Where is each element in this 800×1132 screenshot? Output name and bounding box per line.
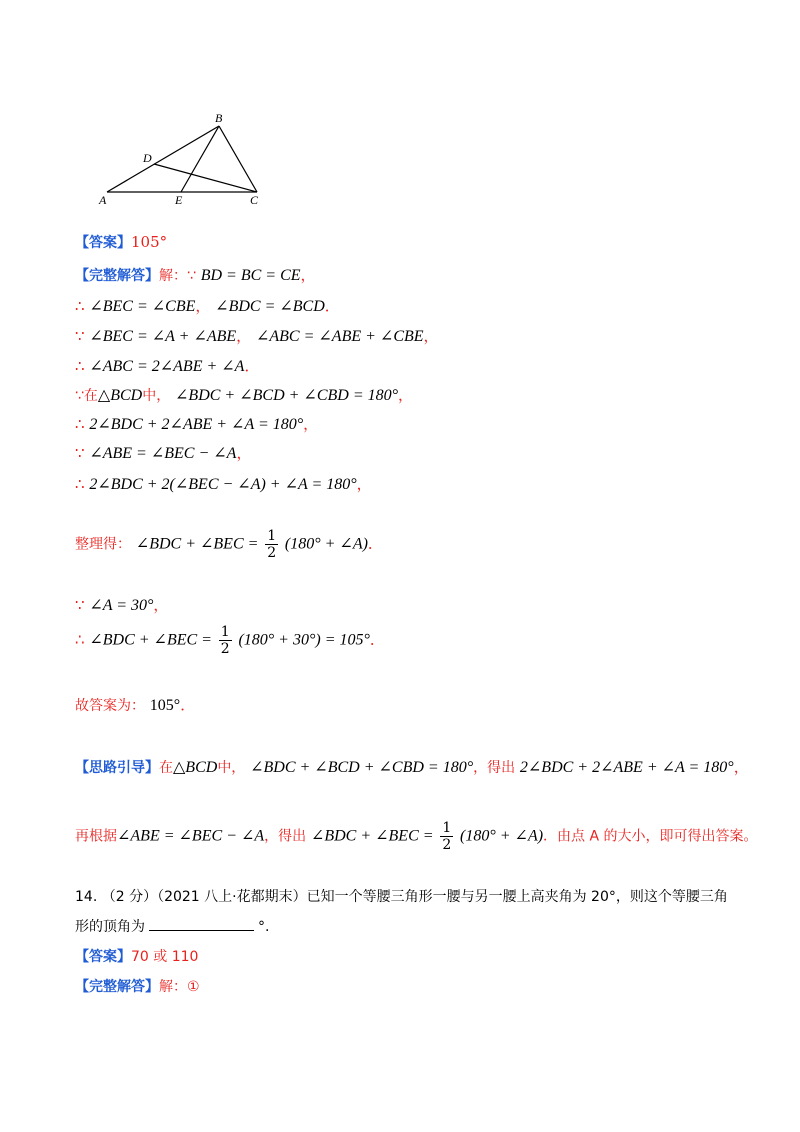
solution-line-10: ∵ ∠A = 30°， [75, 596, 169, 614]
q14-stem-line-1: 14. （2 分）（2021 八上·花都期末）已知一个等腰三角形一腰与另一腰上高夹角为 20°，则这个等腰三角 [75, 889, 728, 905]
segment-BE [181, 126, 219, 192]
label-D: D [143, 151, 152, 165]
solution-line-4: ∴ ∠ABC = 2∠ABE + ∠A． [75, 357, 260, 375]
label-A: A [99, 193, 107, 207]
q14-answer-line [75, 946, 198, 966]
solution-line-3: ∵ ∠BEC = ∠A + ∠ABE， ∠ABC = ∠ABE + ∠CBE， [75, 327, 439, 345]
solution-line-5: ∵在△BCD中， ∠BDC + ∠BCD + ∠CBD = 180°， [75, 386, 414, 404]
hint-line-1: 【思路引导】在△BCD中， ∠BDC + ∠BCD + ∠CBD = 180°，得出 2∠BDC + 2∠ABE + ∠A = 180°， [75, 758, 749, 776]
answer-value: 70 或 110 [131, 949, 199, 965]
solution-line-8: ∴ 2∠BDC + 2(∠BEC − ∠A) + ∠A = 180°， [75, 475, 372, 493]
label-C: C [250, 193, 259, 207]
fraction-one-half: $\frac{1}{2}$ [442, 820, 452, 853]
fraction-one-half: $\frac{1}{2}$ [267, 528, 277, 561]
segment-AB [107, 126, 219, 192]
fraction-one-half: $\frac{1}{2}$ [220, 624, 230, 657]
label-E: E [175, 193, 183, 207]
hint-line-2: 再根据∠ABE = ∠BEC − ∠A，得出 ∠BDC + ∠BEC = $\frac{1}{2}$ (180° + ∠A)．由点 A 的大小，即可得出答案。 [75, 820, 758, 853]
segment-DC [154, 164, 257, 192]
solution-line-6: ∴ 2∠BDC + 2∠ABE + ∠A = 180°， [75, 415, 319, 433]
solution-line-9: 整理得： ∠BDC + ∠BEC = $\frac{1}{2}$ (180° + ∠A)． [75, 528, 383, 561]
solution-line-12: 故答案为： 105°． [75, 696, 196, 714]
segment-BC [219, 126, 257, 192]
answer-tag: 【答案】 [75, 949, 131, 965]
q14-stem-line-2: 形的顶角为 °. [75, 919, 270, 935]
solution-line-1: 【完整解答】解：∵ BD = BC = CE， [75, 266, 316, 284]
answer-tag: 【答案】 [75, 235, 131, 251]
label-B: B [215, 111, 223, 125]
solution-line-7: ∵ ∠ABE = ∠BEC − ∠A， [75, 444, 252, 462]
answer-value: 105° [131, 233, 168, 251]
hint-tag: 【思路引导】 [75, 760, 159, 776]
solution-line-11: ∴ ∠BDC + ∠BEC = $\frac{1}{2}$ (180° + 30°) = 105°． [75, 624, 385, 657]
answer-blank [149, 930, 254, 931]
solution-line-2: ∴ ∠BEC = ∠CBE， ∠BDC = ∠BCD． [75, 297, 340, 315]
solution-tag: 【完整解答】 [75, 268, 159, 284]
answer-line [75, 232, 167, 252]
q14-solution-line: 【完整解答】解：① [75, 979, 200, 995]
triangle-figure [95, 108, 275, 208]
solution-tag: 【完整解答】 [75, 979, 159, 995]
